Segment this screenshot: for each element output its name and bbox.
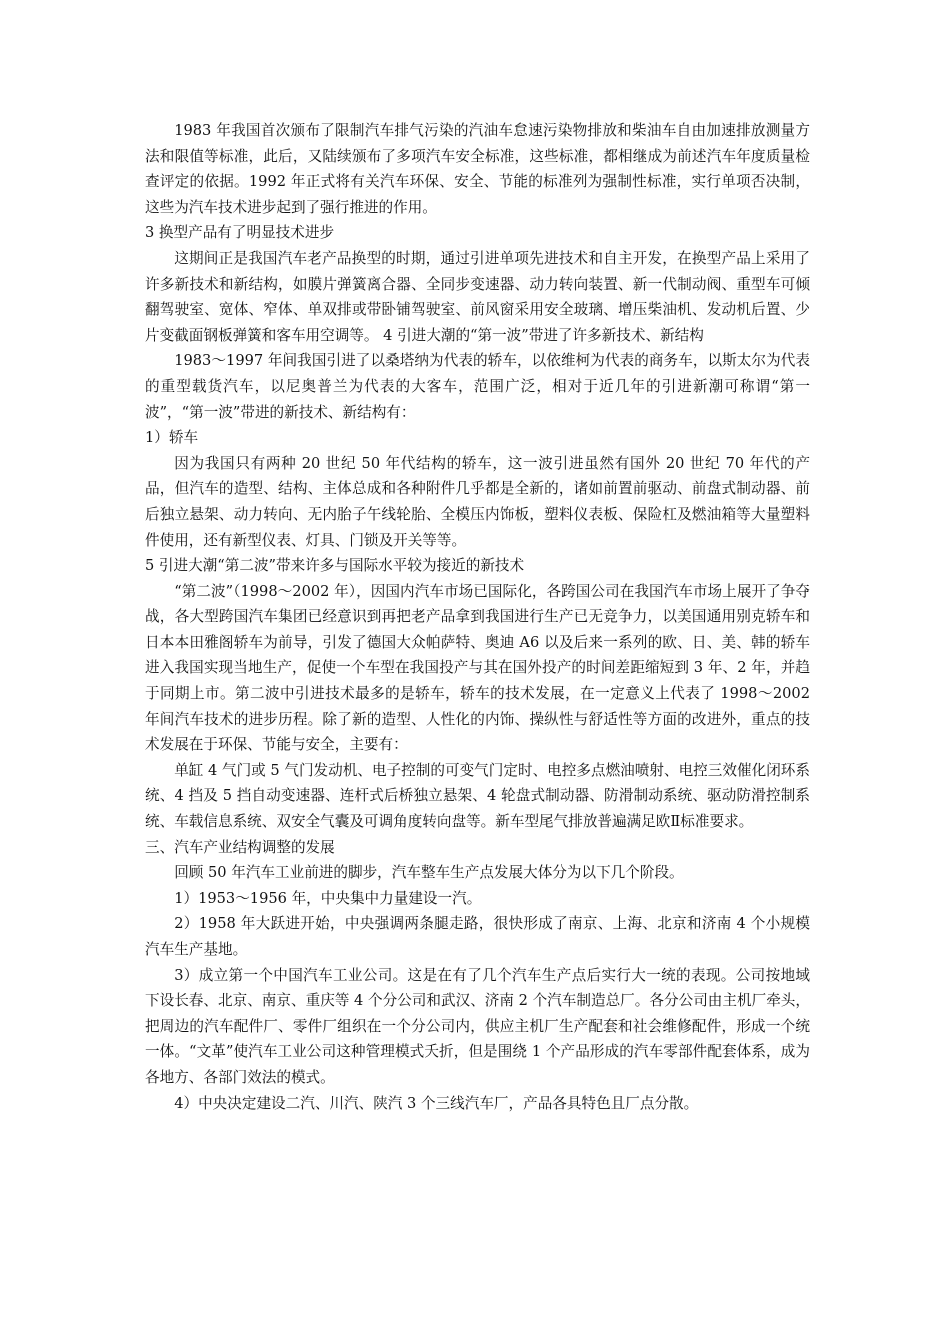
heading-sedan: 1）轿车 bbox=[145, 429, 199, 447]
paragraph-second-wave: “第二波”（1998～2002 年），因国内汽车市场已国际化，各跨国公司在我国汽车市场上展开了争夺战，各大型跨国汽车集团已经意识到再把老产品拿到我国进行生产已无竞争力，以美国通用别克轿车和日本本田雅阁轿车为前导，引发了德国大众帕萨特、奥迪 A6 以及后来一系列的欧、日、美、韩的轿车进入我国实现当地生产，促使一个车型在我国投产与其在国外投产的时间差距缩短到 3 年、2 年，并趋于同期上市。第二波中引进技术最多的是轿车，轿车的技术发展，在一定意义上代表了 1998～2002 年间汽车技术的进步历程。除了新的造型、人性化的内饰、操纵性与舒适性等方面的改进外，重点的技术发展在于环保、节能与安全，主要有： bbox=[145, 582, 810, 754]
paragraph-stages-intro: 回顾 50 年汽车工业前进的脚步，汽车整车生产点发展大体分为以下几个阶段。 bbox=[174, 864, 684, 882]
list-item-stage-4: 4）中央决定建设二汽、川汽、陕汽 3 个三线汽车厂，产品各具特色且厂点分散。 bbox=[174, 1094, 699, 1112]
paragraph-first-wave: 1983～1997 年间我国引进了以桑塔纳为代表的轿车，以依维柯为代表的商务车，以斯太尔为代表的重型载货汽车，以尼奥普兰为代表的大客车，范围广泛，相对于近几年的引进新潮可称谓“第一波”，“第一波”带进的新技术、新结构有： bbox=[145, 352, 810, 421]
paragraph-key-technologies: 单缸 4 气门或 5 气门发动机、电子控制的可变气门定时、电控多点燃油喷射、电控三效催化闭环系统、4 挡及 5 挡自动变速器、连杆式后桥独立悬架、4 轮盘式制动器、防滑制动系统、驱动防滑控制系统、车载信息系统、双安全气囊及可调角度转向盘等。新车型尾气排放普遍满足欧Ⅱ标准要求。 bbox=[145, 761, 810, 831]
heading-second-wave: 5 引进大潮“第二波”带来许多与国际水平较为接近的新技术 bbox=[145, 557, 525, 575]
paragraph-new-technologies: 这期间正是我国汽车老产品换型的时期，通过引进单项先进技术和自主开发，在换型产品上采用了许多新技术和新结构，如膜片弹簧离合器、全同步变速器、动力转向装置、新一代制动阀、重型车可倾翻驾驶室、宽体、窄体、单双排或带卧铺驾驶室、前风窗采用安全玻璃、增压柴油机、发动机后置、少片变截面钢板弹簧和客车用空调等。 4 引进大潮的“第一波”带进了许多新技术、新结构 bbox=[145, 249, 810, 344]
list-item-stage-2: 2）1958 年大跃进开始，中央强调两条腿走路，很快形成了南京、上海、北京和济南 4 个小规模汽车生产基地。 bbox=[145, 915, 810, 958]
heading-industry-structure: 三、汽车产业结构调整的发展 bbox=[145, 838, 335, 856]
document-body bbox=[145, 118, 810, 1116]
list-item-stage-1: 1）1953～1956 年，中央集中力量建设一汽。 bbox=[174, 889, 482, 907]
list-item-stage-3: 3）成立第一个中国汽车工业公司。这是在有了几个汽车生产点后实行大一统的表现。公司按地域下设长春、北京、南京、重庆等 4 个分公司和武汉、济南 2 个汽车制造总厂。各分公司由主机厂牵头，把周边的汽车配件厂、零件厂组织在一个分公司内，供应主机厂生产配套和社会维修配件，形成一个统一体。“文革”使汽车工业公司这种管理模式夭折，但是围绕 1 个产品形成的汽车零部件配套体系，成为各地方、各部门效法的模式。 bbox=[145, 966, 810, 1086]
paragraph-emission-standards: 1983 年我国首次颁布了限制汽车排气污染的汽油车怠速污染物排放和柴油车自由加速排放测量方法和限值等标准，此后，又陆续颁布了多项汽车安全标准，这些标准，都相继成为前述汽车年度质量检查评定的依据。1992 年正式将有关汽车环保、安全、节能的标准列为强制性标准，实行单项否决制，这些为汽车技术进步起到了强行推进的作用。 bbox=[145, 122, 810, 216]
heading-product-upgrade: 3 换型产品有了明显技术进步 bbox=[145, 224, 335, 242]
paragraph-sedan-details: 因为我国只有两种 20 世纪 50 年代结构的轿车，这一波引进虽然有国外 20 世纪 70 年代的产品，但汽车的造型、结构、主体总成和各种附件几乎都是全新的，诸如前置前驱动、前盘式制动器、前后独立悬架、动力转向、无内胎子午线轮胎、全模压内饰板，塑料仪表板、保险杠及燃油箱等大量塑料件使用，还有新型仪表、灯具、门锁及开关等等。 bbox=[145, 454, 810, 549]
